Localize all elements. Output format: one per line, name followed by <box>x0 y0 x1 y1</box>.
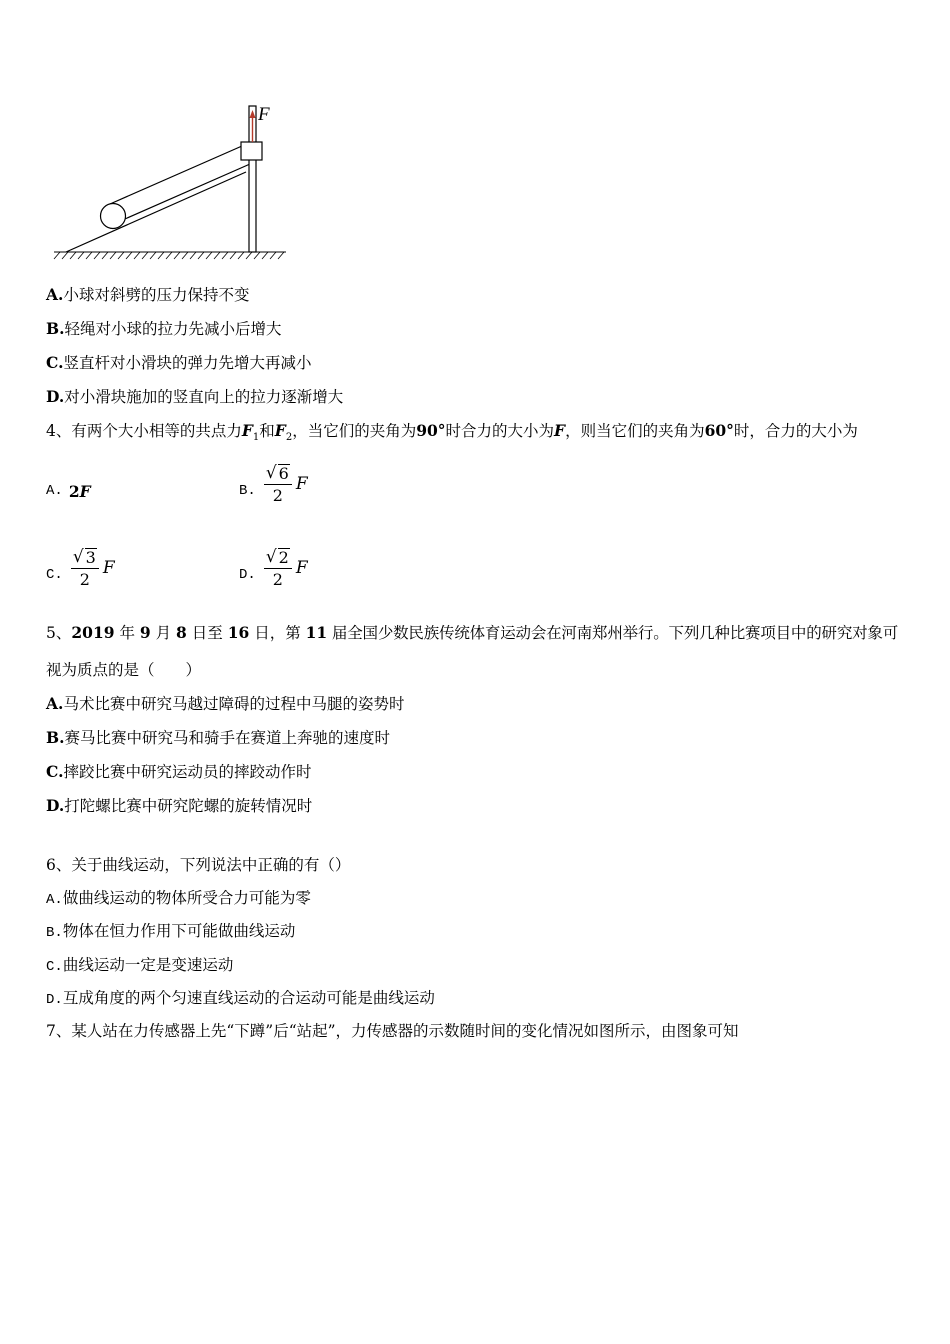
q5-part: 月 <box>150 624 177 642</box>
q4-stem-c: 时合力的大小为 <box>445 422 555 440</box>
q4-fsym: F <box>554 421 566 440</box>
fraction-denominator: 2 <box>272 570 283 589</box>
q6-option-d[interactable] <box>46 988 435 1010</box>
option-text: 轻绳对小球的拉力先减小后增大 <box>64 320 282 338</box>
hatch-mark <box>54 252 60 259</box>
option-letter: C. <box>46 959 63 975</box>
q5-part: 日，第 <box>249 624 306 642</box>
q5-option-b[interactable] <box>46 728 390 748</box>
q4-option-d[interactable] <box>239 542 308 594</box>
q7-stem: 7、某人站在力传感器上先“下蹲”后“站起”，力传感器的示数随时间的变化情况如图所示，由图象可知 <box>46 1022 739 1040</box>
hatch-mark <box>110 252 116 259</box>
hatch-mark <box>182 252 188 259</box>
fraction <box>264 463 292 505</box>
hatch-mark <box>86 252 92 259</box>
q3-option-d[interactable] <box>46 387 343 407</box>
hatch-mark <box>206 252 212 259</box>
option-text: 摔跤比赛中研究运动员的摔跤动作时 <box>63 763 312 781</box>
q4-f2-sub: 2 <box>285 432 293 444</box>
hatch-mark <box>142 252 148 259</box>
option-text: 互成角度的两个匀速直线运动的合运动可能是曲线运动 <box>62 989 435 1007</box>
fraction-denominator: 2 <box>272 486 283 505</box>
q5-part: 16 <box>227 623 250 642</box>
sqrt-icon: √ <box>265 547 277 567</box>
q3-option-b[interactable] <box>46 319 282 339</box>
sqrt-icon: √ <box>72 547 84 567</box>
hatch-mark <box>278 252 284 259</box>
q4-stem-a: 有两个大小相等的共点力 <box>71 422 242 440</box>
q4-stem-b: ，当它们的夹角为 <box>292 422 417 440</box>
radicand: 3 <box>85 548 96 567</box>
hatch-mark <box>230 252 236 259</box>
q6-stem: 6、关于曲线运动，下列说法中正确的有（） <box>46 856 351 874</box>
fraction-numerator <box>264 547 292 569</box>
option-letter: A. <box>46 694 64 713</box>
option-letter: B. <box>46 319 65 338</box>
q5-option-a[interactable] <box>46 694 404 714</box>
q5-option-d[interactable] <box>46 796 312 816</box>
hatch-mark <box>166 252 172 259</box>
q5-part: 11 <box>305 623 328 642</box>
q4-angle1: 90° <box>416 421 446 440</box>
hatch-mark <box>134 252 140 259</box>
option-letter: D. <box>46 387 65 406</box>
q3-option-a[interactable] <box>46 285 249 305</box>
hatch-mark <box>190 252 196 259</box>
option-letter: A. <box>46 285 64 304</box>
hatch-mark <box>126 252 132 259</box>
option-text: 竖直杆对小滑块的弹力先增大再减小 <box>63 354 312 372</box>
fraction-denominator: 2 <box>79 570 90 589</box>
option-label: D. <box>239 567 256 583</box>
hatch-mark <box>102 252 108 259</box>
option-label: B. <box>239 483 256 499</box>
hatch-mark <box>118 252 124 259</box>
hatch-mark <box>214 252 220 259</box>
radicand: 6 <box>278 464 289 483</box>
option-text: 物体在恒力作用下可能做曲线运动 <box>62 922 296 940</box>
hatch-mark <box>174 252 180 259</box>
q6-option-b[interactable] <box>46 921 295 943</box>
option-var: F <box>295 558 308 578</box>
q4-f1: F <box>241 421 253 440</box>
option-label: C. <box>46 567 63 583</box>
rope-upper <box>110 146 242 204</box>
option-text: 马术比赛中研究马越过障碍的过程中马腿的姿势时 <box>63 695 405 713</box>
hatch-mark <box>158 252 164 259</box>
hatch-mark <box>150 252 156 259</box>
option-letter: B. <box>46 925 63 941</box>
option-text: 做曲线运动的物体所受合力可能为零 <box>62 889 311 907</box>
option-text: 曲线运动一定是变速运动 <box>62 956 234 974</box>
sqrt-icon: √ <box>265 463 277 483</box>
option-letter: D. <box>46 796 65 815</box>
hatch-mark <box>62 252 68 259</box>
option-letter: D. <box>46 992 63 1008</box>
hatch-mark <box>222 252 228 259</box>
option-var: F <box>102 558 115 578</box>
fraction-numerator <box>71 547 99 569</box>
q4-f2: F <box>274 421 286 440</box>
q5-stem-line2: 视为质点的是（ ） <box>46 661 202 679</box>
q5-part: 9 <box>139 623 151 642</box>
option-var: F <box>79 481 91 501</box>
slider-block <box>241 142 262 160</box>
option-letter: A. <box>46 892 63 908</box>
option-letter: C. <box>46 762 64 781</box>
hatch-mark <box>270 252 276 259</box>
fraction <box>264 547 292 589</box>
radicand: 2 <box>278 548 289 567</box>
q5-stem-line1 <box>46 623 898 643</box>
q5-part: 届全国少数民族传统体育运动会在河南郑州举行。下列几种比赛项目中的研究对象可 <box>327 624 899 642</box>
q5-option-c[interactable] <box>46 762 311 782</box>
hatch-mark <box>78 252 84 259</box>
option-text: 小球对斜劈的压力保持不变 <box>63 286 250 304</box>
q4-option-c[interactable] <box>46 542 115 594</box>
q5-part: 年 <box>114 624 140 642</box>
q4-stem-e: 时，合力的大小为 <box>733 422 858 440</box>
fraction <box>71 547 99 589</box>
hatch-mark <box>70 252 76 259</box>
option-letter: B. <box>46 728 65 747</box>
q4-stem-d: ，则当它们的夹角为 <box>565 422 705 440</box>
q4-and: 和 <box>259 422 275 440</box>
fraction-numerator <box>264 463 292 485</box>
q4-option-b[interactable] <box>239 458 308 510</box>
q6-option-a[interactable] <box>46 888 311 910</box>
option-text: 对小滑块施加的竖直向上的拉力逐渐增大 <box>64 388 344 406</box>
option-text: 打陀螺比赛中研究陀螺的旋转情况时 <box>64 797 313 815</box>
q4-option-a[interactable] <box>46 480 91 502</box>
rope-lower <box>118 164 250 222</box>
q4-angle2: 60° <box>704 421 734 440</box>
hatch-mark <box>246 252 252 259</box>
force-label: F <box>258 104 270 125</box>
q3-option-c[interactable] <box>46 353 311 373</box>
ball <box>101 204 126 229</box>
q5-part: 日至 <box>186 624 228 642</box>
q5-part: 2019 <box>71 623 115 642</box>
option-var: F <box>295 474 308 494</box>
option-label: A. <box>46 483 63 499</box>
q6-option-c[interactable] <box>46 955 233 977</box>
hatch-mark <box>94 252 100 259</box>
hatch-mark <box>254 252 260 259</box>
hatch-mark <box>262 252 268 259</box>
q5-number: 5、 <box>46 624 72 642</box>
q4-f1-sub: 1 <box>252 432 260 444</box>
q5-part: 8 <box>176 623 187 642</box>
option-letter: C. <box>46 353 64 372</box>
hatch-mark <box>238 252 244 259</box>
option-text: 赛马比赛中研究马和骑手在赛道上奔驰的速度时 <box>64 729 391 747</box>
q4-number: 4、 <box>46 422 72 440</box>
hatch-mark <box>198 252 204 259</box>
q4-stem <box>46 421 858 448</box>
option-value: 2 <box>68 481 80 501</box>
